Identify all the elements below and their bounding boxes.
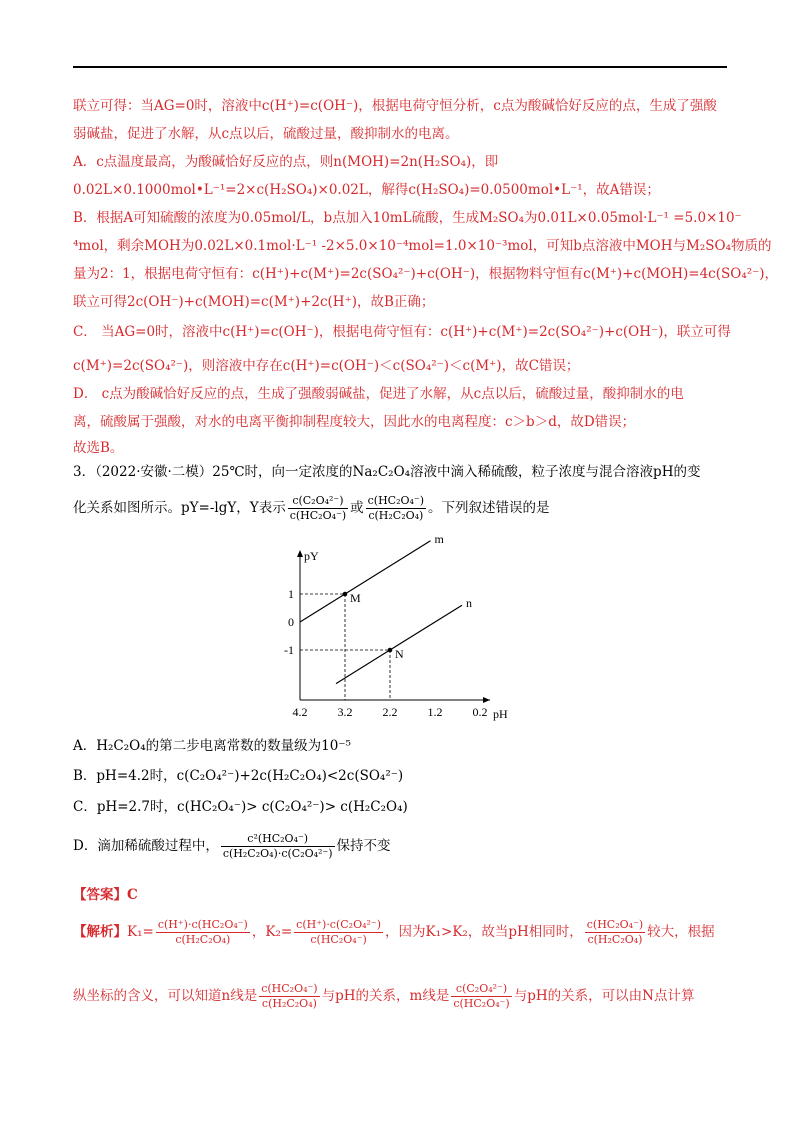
point-N: [388, 648, 393, 653]
m-line-fraction: $\frac{\text{c(C₂O₄²⁻)}}{\text{c(HC₂O₄⁻)}}$: [453, 982, 510, 1010]
analysis-line-1: [73, 918, 715, 947]
option-a[interactable]: A．H₂C₂O₄的第二步电离常数的数量级为10⁻⁵: [73, 738, 351, 754]
option-c[interactable]: C．pH=2.7时，c(HC₂O₄⁻)> c(C₂O₄²⁻)> c(H₂C₂O₄): [73, 799, 408, 815]
stem-text: 。下列叙述错误的是: [428, 500, 550, 516]
x-tick-label: 0.2: [472, 705, 488, 719]
analysis-line-2: [73, 982, 694, 1011]
option-d-explanation: 离，硫酸属于强酸，对水的电离平衡抑制程度较大，因此水的电离程度：c＞b＞d，故D错误；: [73, 414, 636, 430]
k1-fraction: $\frac{\text{c(H⁺)·c(HC₂O₄⁻)}}{\text{c(H₂C₂O₄)}}$: [157, 918, 248, 946]
x-tick-label: 3.2: [337, 705, 353, 719]
point-label-N: N: [395, 647, 404, 661]
k2-fraction: $\frac{\text{c(H⁺)·c(C₂O₄²⁻)}}{\text{c(HC₂O₄⁻)}}$: [296, 918, 382, 946]
analysis-text: 纵坐标的含义，可以知道n线是: [73, 988, 258, 1004]
series-line-n: [336, 605, 462, 683]
y-axis-arrow: [297, 550, 303, 557]
question-3-stem-line2: [73, 494, 550, 523]
analysis-text: 较大，根据: [647, 924, 715, 940]
final-choice: 故选B。: [73, 440, 124, 456]
y-tick-label: -1: [284, 643, 294, 657]
answer-label: 【答案】C: [73, 887, 138, 903]
series-line-m: [300, 541, 431, 622]
series-label-m: m: [434, 531, 444, 546]
x-tick-label: 4.2: [292, 705, 308, 719]
ratio-fraction: $\frac{\text{c(HC₂O₄⁻)}}{\text{c(H₂C₂O₄)}}$: [586, 918, 644, 946]
option-a-explanation: 0.02L×0.1000mol•L⁻¹=2×c(H₂SO₄)×0.02L，解得c(H₂SO₄)=0.0500mol•L⁻¹，故A错误；: [73, 182, 660, 198]
ph-py-chart: [270, 531, 530, 725]
x-tick-label: 1.2: [427, 705, 443, 719]
x-axis-label: pH: [493, 707, 508, 721]
option-c-explanation: c(M⁺)=2c(SO₄²⁻)，则溶液中存在c(H⁺)=c(OH⁻)＜c(SO₄²⁻)＜c(M⁺)，故C错误；: [73, 358, 580, 374]
x-tick-label: 2.2: [382, 705, 398, 719]
option-b-explanation: 联立可得2c(OH⁻)+c(MOH)=c(M⁺)+2c(H⁺)，故B正确；: [73, 294, 435, 310]
option-b[interactable]: B．pH=4.2时，c(C₂O₄²⁻)+2c(H₂C₂O₄)<2c(SO₄²⁻): [73, 768, 404, 784]
k2-text: ，K₂=: [251, 924, 293, 940]
solution-text: 联立可得：当AG=0时，溶液中c(H⁺)=c(OH⁻)，根据电荷守恒分析，c点为酸碱恰好反应的点，生成了强酸: [73, 98, 717, 114]
point-label-M: M: [350, 591, 361, 605]
stem-text: 化关系如图所示。pY=-lgY，Y表示: [73, 500, 286, 516]
series-label-n: n: [466, 596, 472, 611]
option-b-explanation: 量为2：1，根据电荷守恒有：c(H⁺)+c(M⁺)=2c(SO₄²⁻)+c(OH⁻)，根据物料守恒有c(M⁺)+c(MOH)=4c(SO₄²⁻)，: [73, 266, 779, 282]
fraction-c2o4-over-hc2o4: $\frac{\text{c(C₂O₄²⁻)}}{\text{c(HC₂O₄⁻)}}$: [289, 494, 347, 522]
option-d-text: D．滴加稀硫酸过程中，: [73, 838, 219, 854]
fraction-hc2o4-over-h2c2o4: $\frac{\text{c(HC₂O₄⁻)}}{\text{c(H₂C₂O₄)}}$: [367, 494, 425, 522]
x-axis-arrow: [483, 697, 490, 703]
option-a-explanation: A．c点温度最高，为酸碱恰好反应的点，则n(MOH)=2n(H₂SO₄)，即: [73, 154, 499, 170]
point-M: [343, 592, 348, 597]
analysis-text: 与pH的关系，可以由N点计算: [513, 988, 695, 1004]
n-line-fraction: $\frac{\text{c(HC₂O₄⁻)}}{\text{c(H₂C₂O₄)}}$: [261, 982, 318, 1010]
question-3-stem: 3．（2022·安徽·二模）25℃时，向一定浓度的Na₂C₂O₄溶液中滴入稀硫酸，粒子浓度与混合溶液pH的变: [73, 464, 701, 480]
option-b-explanation: ⁴mol，剩余MOH为0.02L×0.1mol·L⁻¹ -2×5.0×10⁻⁴mol=1.0×10⁻³mol，可知b点溶液中MOH与M₂SO₄物质的: [73, 238, 772, 254]
y-tick-label: 1: [288, 587, 294, 601]
analysis-label: 【解析】: [73, 924, 127, 940]
option-d-fraction: $\frac{\text{c²(HC₂O₄⁻)}}{\text{c(H₂C₂O₄)·c(C₂O₄²⁻)}}$: [222, 832, 333, 860]
analysis-text: ，因为K₁>K₂，故当pH相同时，: [385, 924, 583, 940]
analysis-text: 与pH的关系，m线是: [321, 988, 450, 1004]
option-d-text: 保持不变: [336, 838, 391, 854]
y-tick-label: 0: [288, 615, 294, 629]
option-d[interactable]: [73, 832, 391, 861]
stem-text: 或: [350, 500, 364, 516]
k1-text: K₁=: [127, 924, 154, 940]
header-rule: [73, 66, 727, 68]
y-axis-label: pY: [304, 549, 319, 563]
option-b-explanation: B．根据A可知硫酸的浓度为0.05mol/L，b点加入10mL硫酸，生成M₂SO₄为0.01L×0.05mol·L⁻¹ =5.0×10⁻: [73, 210, 742, 226]
option-c-explanation: C． 当AG=0时，溶液中c(H⁺)=c(OH⁻)，根据电荷守恒有：c(H⁺)+c(M⁺)=2c(SO₄²⁻)+c(OH⁻)，联立可得: [73, 324, 731, 340]
solution-text: 弱碱盐，促进了水解，从c点以后，硫酸过量，酸抑制水的电离。: [73, 126, 459, 142]
option-d-explanation: D． c点为酸碱恰好反应的点，生成了强酸弱碱盐，促进了水解，从c点以后，硫酸过量，酸抑制水的电: [73, 386, 684, 402]
